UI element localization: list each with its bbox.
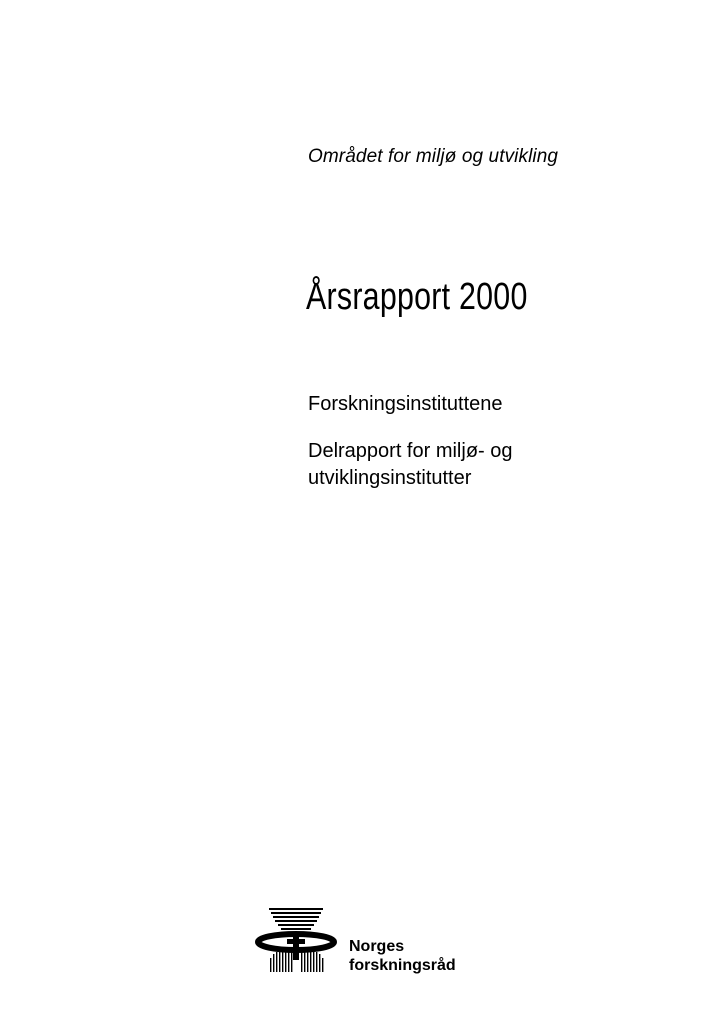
logo-wordmark xyxy=(349,937,456,975)
report-title: Årsrapport 2000 xyxy=(306,276,528,318)
subheading-line-2: utviklingsinstitutter xyxy=(308,467,472,489)
norges-forskningsrad-emblem-icon xyxy=(254,908,344,974)
area-heading: Området for miljø og utvikling xyxy=(308,146,559,167)
logo-line-2: forskningsråd xyxy=(349,957,456,974)
report-subtitle: Forskningsinstituttene xyxy=(308,393,503,415)
subheading-line-1: Delrapport for miljø- og xyxy=(308,440,513,462)
emblem-funnel xyxy=(269,908,323,934)
logo-line-1: Norges xyxy=(349,938,405,955)
report-subheading xyxy=(308,438,608,492)
